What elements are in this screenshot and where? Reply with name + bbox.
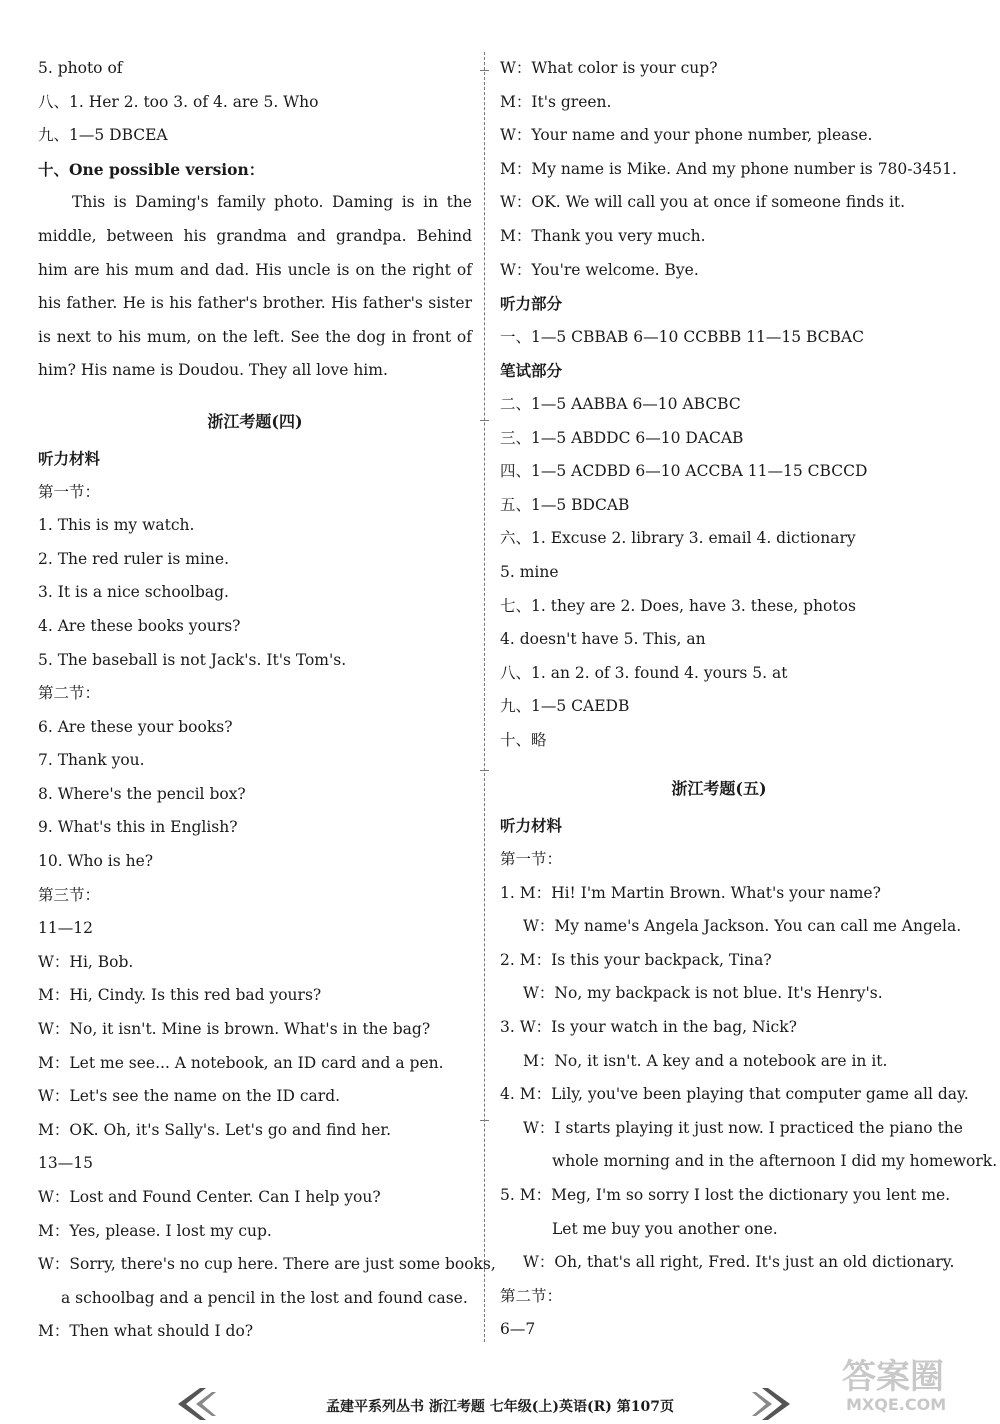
dialogue-line: M：Let me see... A notebook, an ID card and a pen.: [38, 1053, 444, 1072]
transcript-line: 8. Where's the pencil box?: [38, 784, 246, 803]
essay-heading: 十、One possible version：: [38, 159, 265, 179]
transcript-line: 6—7: [500, 1320, 536, 1339]
watermark-logo: [836, 1350, 984, 1414]
left-column: [38, 52, 496, 1349]
section-title-4: 浙江考题(四): [207, 411, 303, 431]
chevron-right-icon: [750, 1384, 798, 1424]
svg-text:MXQE.COM: MXQE.COM: [846, 1395, 947, 1414]
section-label: 第一节：: [500, 850, 563, 869]
subheading: 听力部分: [500, 294, 563, 314]
answer-line: 一、1—5 CBBAB 6—10 CCBBB 11—15 BCBAC: [500, 327, 864, 346]
dialogue-line: W：What color is your cup?: [500, 59, 718, 77]
dialogue-line: W：My name's Angela Jackson. You can call me Angela.: [523, 917, 962, 936]
transcript-line: 3. It is a nice schoolbag.: [38, 583, 229, 602]
answer-line: 三、1—5 ABDDC 6—10 DACAB: [500, 428, 744, 447]
dialogue-line: W：Sorry, there's no cup here. There are just some books,: [38, 1255, 496, 1274]
transcript-line: 4. Are these books yours?: [38, 616, 241, 635]
dialogue-line: M：OK. Oh, it's Sally's. Let's go and find her.: [38, 1120, 392, 1139]
answer-line: 四、1—5 ACDBD 6—10 ACCBA 11—15 CBCCD: [500, 462, 868, 481]
dialogue-line: whole morning and in the afternoon I did my homework.: [552, 1152, 998, 1171]
answer-line: 八、1. an 2. of 3. found 4. yours 5. at: [500, 663, 788, 682]
dialogue-line: M：Yes, please. I lost my cup.: [38, 1221, 272, 1240]
answer-line: 九、1—5 DBCEA: [38, 126, 168, 145]
dialogue-line: M：It's green.: [500, 92, 612, 111]
answer-line: 九、1—5 CAEDB: [500, 697, 630, 716]
subheading: 笔试部分: [500, 361, 563, 381]
answer-line: 5. mine: [500, 562, 559, 581]
section-title-5: 浙江考题(五): [671, 779, 767, 799]
dialogue-line: 1. M：Hi! I'm Martin Brown. What's your name?: [500, 883, 881, 902]
dialogue-line: M：Thank you very much.: [500, 226, 706, 245]
dialogue-line: W：No, it isn't. Mine is brown. What's in the bag?: [38, 1020, 431, 1039]
dialogue-line: W：You're welcome. Bye.: [500, 260, 699, 279]
transcript-line: 9. What's this in English?: [38, 818, 238, 837]
answer-line: 七、1. they are 2. Does, have 3. these, photos: [500, 596, 856, 615]
dialogue-line: W：Let's see the name on the ID card.: [38, 1087, 341, 1106]
transcript-line: 10. Who is he?: [38, 852, 154, 871]
subheading: 听力材料: [500, 816, 563, 836]
svg-text:答案圈: 答案圈: [842, 1357, 944, 1397]
dialogue-line: 4. M：Lily, you've been playing that computer game all day.: [500, 1085, 969, 1104]
dialogue-line: M：My name is Mike. And my phone number is 780-3451.: [500, 159, 957, 178]
divider-tick: [480, 70, 489, 71]
subheading: 听力材料: [38, 448, 101, 468]
answer-line: 5. photo of: [38, 59, 123, 77]
dialogue-line: W：Your name and your phone number, please.: [500, 126, 873, 145]
transcript-line: 11—12: [38, 919, 93, 938]
divider-tick: [480, 770, 489, 771]
dialogue-line: W：Hi, Bob.: [38, 952, 134, 971]
section-label: 第二节：: [500, 1286, 563, 1305]
chevron-left-icon: [170, 1384, 218, 1424]
dialogue-line: Let me buy you another one.: [552, 1219, 778, 1238]
answer-line: 4. doesn't have 5. This, an: [500, 630, 706, 649]
dialogue-line: W：No, my backpack is not blue. It's Henry's.: [523, 984, 883, 1003]
dialogue-line: W：I starts playing it just now. I practiced the piano the: [523, 1118, 963, 1137]
dialogue-line: W：Oh, that's all right, Fred. It's just an old dictionary.: [523, 1253, 955, 1272]
dialogue-line: 5. M：Meg, I'm so sorry I lost the dictionary you lent me.: [500, 1186, 951, 1204]
transcript-line: 5. The baseball is not Jack's. It's Tom's.: [38, 650, 347, 669]
transcript-line: 2. The red ruler is mine.: [38, 549, 230, 568]
section-label: 第三节：: [38, 885, 101, 904]
dialogue-line: a schoolbag and a pencil in the lost and found case.: [61, 1288, 468, 1307]
transcript-line: 13—15: [38, 1154, 93, 1173]
page-footer: 孟建平系列丛书 浙江考题 七年级(上)英语(R) 第107页: [326, 1399, 674, 1415]
section-label: 第二节：: [38, 684, 101, 703]
divider-tick: [480, 1120, 489, 1121]
dialogue-line: W：OK. We will call you at once if someone finds it.: [500, 193, 906, 212]
transcript-line: 1. This is my watch.: [38, 516, 195, 535]
dialogue-line: M：Hi, Cindy. Is this red bad yours?: [38, 986, 322, 1005]
dialogue-line: 2. M：Is this your backpack, Tina?: [500, 950, 772, 969]
dialogue-line: W：Lost and Found Center. Can I help you?: [38, 1188, 381, 1206]
answer-line: 十、略: [500, 730, 547, 749]
section-label: 第一节：: [38, 482, 101, 501]
answer-line: 六、1. Excuse 2. library 3. email 4. dictionary: [500, 529, 856, 548]
transcript-line: 7. Thank you.: [38, 751, 145, 770]
dialogue-line: 3. W：Is your watch in the bag, Nick?: [500, 1018, 797, 1037]
dialogue-line: M：No, it isn't. A key and a notebook are in it.: [523, 1051, 888, 1070]
answer-line: 五、1—5 BDCAB: [500, 495, 630, 514]
answer-line: 二、1—5 AABBA 6—10 ABCBC: [500, 394, 741, 413]
divider-tick: [480, 420, 489, 421]
right-column: [500, 52, 998, 1347]
answer-line: 八、1. Her 2. too 3. of 4. are 5. Who: [38, 92, 319, 111]
dialogue-line: M：Then what should I do?: [38, 1322, 254, 1341]
transcript-line: 6. Are these your books?: [38, 717, 233, 736]
essay-paragraph: This is Daming's family photo. Daming is in the middle, between his grandma and grandpa. Behind him are his mum and dad. His uncle is on the right of his father. He is his father's brother. His father's sister is next to his mum, on the left. See the dog in front of him? His name is Doudou. They all love him.: [38, 193, 472, 380]
column-divider: [484, 52, 485, 1342]
